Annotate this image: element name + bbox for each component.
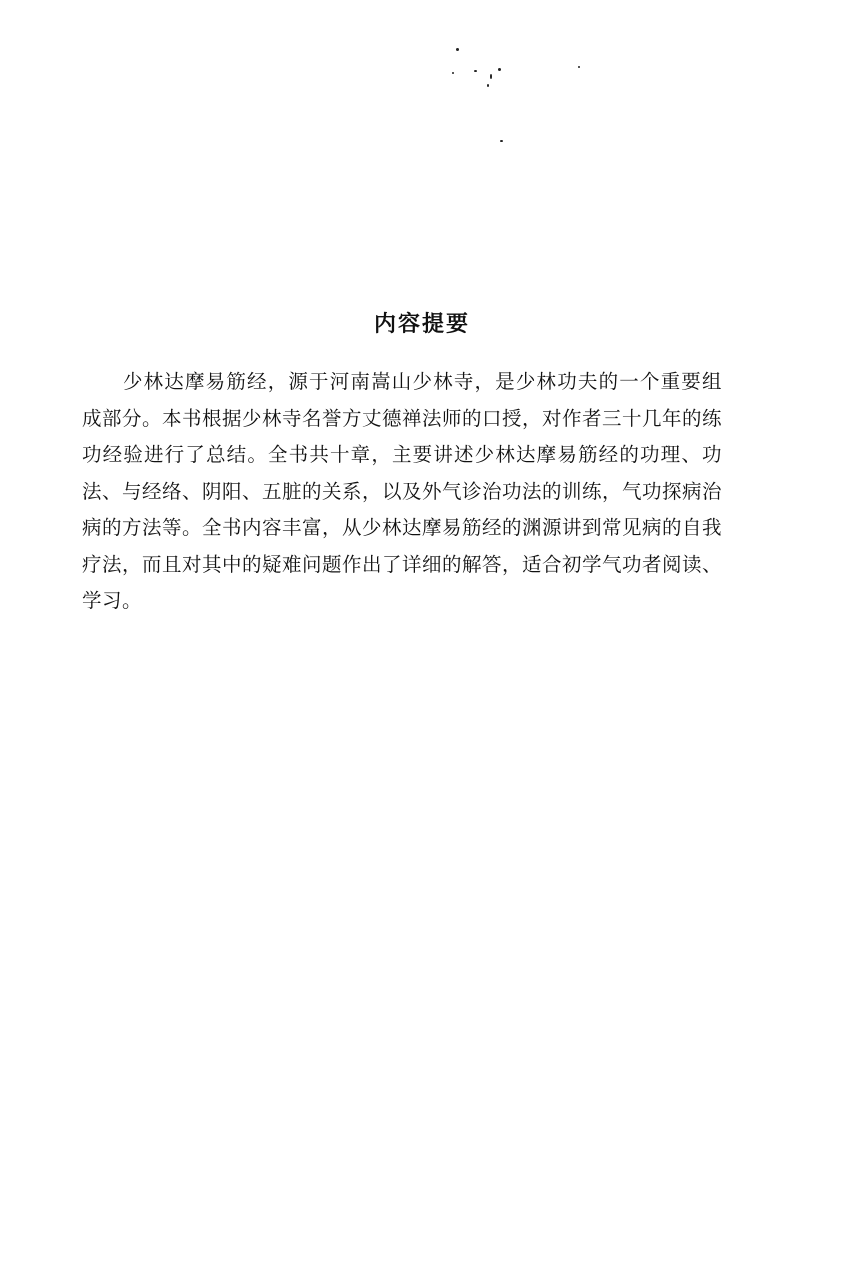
summary-paragraph: 少林达摩易筋经，源于河南嵩山少林寺，是少林功夫的一个重要组成部分。本书根据少林寺名誉方丈德禅法师的口授，对作者三十几年的练功经验进行了总结。全书共十章，主要讲述少林达摩易筋经的功理、功法、与经络、阴阳、五脏的关系，以及外气诊治功法的训练，气功探病治病的方法等。全书内容丰富，从少林达摩易筋经的渊源讲到常见病的自我疗法，而且对其中的疑难问题作出了详细的解答，适合初学气功者阅读、学习。 — [82, 370, 723, 612]
scan-specks — [440, 40, 600, 150]
scan-speck — [498, 68, 501, 71]
scan-speck — [452, 72, 454, 74]
scan-speck — [474, 70, 477, 72]
scan-speck — [500, 140, 503, 142]
scan-speck — [578, 66, 580, 68]
scan-speck — [456, 48, 459, 51]
summary-body — [82, 364, 722, 620]
scan-speck — [487, 84, 489, 87]
section-title: 内容提要 — [373, 312, 470, 337]
scan-speck — [490, 74, 492, 79]
